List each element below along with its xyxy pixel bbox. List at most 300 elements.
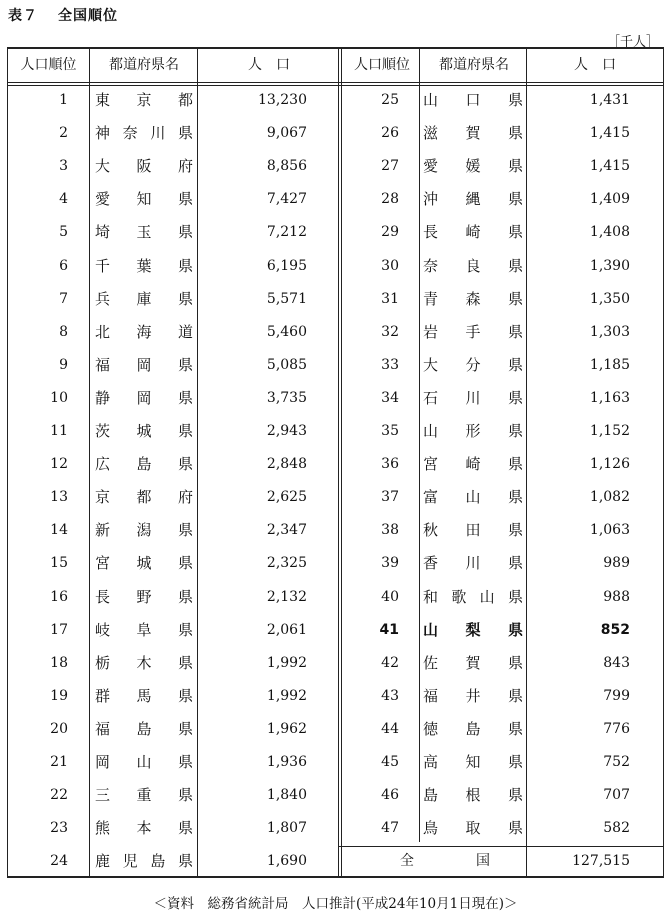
rank-cell: 46 xyxy=(381,787,399,804)
pref-char: 長 xyxy=(95,587,111,606)
table-name: 全国順位 xyxy=(58,8,118,24)
pref-char: 県 xyxy=(507,422,523,440)
prefecture-cell xyxy=(423,779,523,812)
pref-char: 愛 xyxy=(95,190,111,209)
population-cell: 2,625 xyxy=(266,489,307,506)
pref-char: 馬 xyxy=(136,686,152,705)
pref-char: 岡 xyxy=(95,753,111,771)
total-row xyxy=(8,845,663,878)
pref-char: 広 xyxy=(95,455,111,474)
population-cell: 1,185 xyxy=(589,356,630,373)
pref-char: 潟 xyxy=(136,521,152,540)
population-cell: 13,230 xyxy=(258,92,307,108)
pref-char: 梨 xyxy=(465,620,481,639)
rank-cell: 20 xyxy=(50,720,68,737)
prefecture-cell xyxy=(423,514,523,547)
pref-char: 県 xyxy=(507,289,523,308)
pref-char: 知 xyxy=(136,190,152,209)
header-pref-left: 都道府県名 xyxy=(109,57,179,73)
pref-char: 三 xyxy=(95,786,111,805)
pref-char: 島 xyxy=(423,786,439,805)
prefecture-cell xyxy=(423,481,523,514)
pref-char: 県 xyxy=(177,223,193,242)
pref-char: 本 xyxy=(136,819,152,838)
population-cell: 1,936 xyxy=(266,754,307,770)
table-row xyxy=(8,481,663,514)
header-pref-right: 都道府県名 xyxy=(439,57,509,73)
population-cell: 707 xyxy=(603,787,630,804)
rank-cell: 27 xyxy=(381,158,399,175)
pref-char: 県 xyxy=(507,653,523,672)
pref-char: 県 xyxy=(177,819,193,838)
pref-char: 崎 xyxy=(465,455,481,474)
pref-char: 都 xyxy=(136,488,152,507)
population-cell: 1,840 xyxy=(266,787,307,804)
population-cell: 989 xyxy=(603,555,630,572)
rank-cell: 44 xyxy=(381,720,399,737)
pref-char: 山 xyxy=(423,91,439,109)
population-cell: 582 xyxy=(603,820,630,837)
pref-char: 海 xyxy=(136,322,152,341)
table-row xyxy=(8,150,663,183)
header-rank-left: 人口順位 xyxy=(20,57,77,73)
pref-char: 大 xyxy=(423,355,439,374)
unit-label: ［千人］ xyxy=(606,35,659,50)
pref-char: 県 xyxy=(177,355,193,374)
pref-char: 形 xyxy=(465,422,481,440)
prefecture-cell xyxy=(423,216,523,249)
population-cell: 8,856 xyxy=(266,158,307,175)
header-rank-right: 人口順位 xyxy=(354,57,410,73)
rank-cell: 23 xyxy=(50,820,68,837)
rank-cell: 31 xyxy=(381,290,399,307)
population-cell: 2,347 xyxy=(266,522,307,539)
pref-char: 県 xyxy=(507,686,523,705)
population-cell: 1,690 xyxy=(266,853,307,870)
pref-char: 県 xyxy=(507,256,523,275)
pref-char: 県 xyxy=(177,289,193,308)
pref-char: 福 xyxy=(423,686,439,705)
pref-char: 滋 xyxy=(423,124,439,143)
pref-char: 宮 xyxy=(95,554,111,573)
pref-char: 県 xyxy=(507,455,523,474)
rank-cell: 13 xyxy=(50,489,68,506)
population-cell: 988 xyxy=(603,588,630,605)
pref-char: 県 xyxy=(177,852,193,871)
col-divider xyxy=(419,49,420,842)
pref-char: 阪 xyxy=(136,157,152,176)
population-cell: 9,067 xyxy=(266,125,307,142)
pref-char: 島 xyxy=(136,455,152,474)
pref-char: 奈 xyxy=(122,124,138,143)
table-row xyxy=(8,713,663,746)
pref-char: 栃 xyxy=(95,653,111,672)
pref-char: 山 xyxy=(423,422,439,440)
pref-char: 良 xyxy=(465,256,481,275)
pref-char: 山 xyxy=(465,488,481,507)
pref-char: 岐 xyxy=(95,620,111,639)
population-cell: 1,303 xyxy=(589,323,630,340)
rank-cell: 1 xyxy=(59,92,68,108)
pref-char: 川 xyxy=(465,388,481,407)
prefecture-cell xyxy=(423,117,523,150)
population-cell: 1,962 xyxy=(266,720,307,737)
source-note: ＜資料 総務省統計局 人口推計(平成24年10月1日現在)＞ xyxy=(153,896,518,912)
rank-cell: 34 xyxy=(381,389,399,406)
rank-cell: 21 xyxy=(50,754,68,770)
population-cell: 5,460 xyxy=(266,323,307,340)
rank-cell: 37 xyxy=(381,489,399,506)
rank-cell: 35 xyxy=(381,423,399,439)
rank-cell: 32 xyxy=(381,323,399,340)
pref-char: 県 xyxy=(177,521,193,540)
header-pop-right: 人 口 xyxy=(574,57,616,73)
rank-cell: 30 xyxy=(381,257,399,274)
pref-char: 県 xyxy=(507,355,523,374)
pref-char: 県 xyxy=(507,819,523,838)
pref-char: 川 xyxy=(465,554,481,573)
pref-char: 高 xyxy=(423,753,439,771)
pref-char: 県 xyxy=(177,686,193,705)
rank-cell: 33 xyxy=(381,356,399,373)
pref-char: 取 xyxy=(465,819,481,838)
pref-char: 根 xyxy=(465,786,481,805)
rank-cell: 47 xyxy=(381,820,399,837)
rank-cell: 4 xyxy=(59,191,68,208)
pref-char: 玉 xyxy=(136,223,152,242)
rank-cell: 11 xyxy=(50,423,68,439)
population-cell: 2,848 xyxy=(266,456,307,473)
population-cell: 2,943 xyxy=(266,423,307,439)
pref-char: 新 xyxy=(95,521,111,540)
pref-char: 県 xyxy=(507,190,523,209)
pref-char: 県 xyxy=(507,620,523,639)
pref-char: 川 xyxy=(150,124,166,143)
pref-char: 木 xyxy=(136,653,152,672)
pref-char: 県 xyxy=(507,124,523,143)
table-row xyxy=(8,812,663,845)
pref-char: 香 xyxy=(423,554,439,573)
pref-char: 県 xyxy=(507,719,523,738)
rank-cell: 24 xyxy=(50,853,68,870)
prefecture-cell xyxy=(423,713,523,746)
pref-char: 葉 xyxy=(136,256,152,275)
population-cell: 2,132 xyxy=(266,588,307,605)
pref-char: 県 xyxy=(507,388,523,407)
pref-char: 京 xyxy=(136,91,152,109)
pref-char: 県 xyxy=(507,488,523,507)
population-cell: 1,163 xyxy=(589,389,630,406)
pref-char: 奈 xyxy=(423,256,439,275)
table-row xyxy=(8,614,663,647)
pref-char: 静 xyxy=(95,388,111,407)
pref-char: 府 xyxy=(177,157,193,176)
rank-cell: 12 xyxy=(50,456,68,473)
pref-char: 崎 xyxy=(465,223,481,242)
pref-char: 京 xyxy=(95,488,111,507)
pref-char: 佐 xyxy=(423,653,439,672)
pref-char: 手 xyxy=(465,322,481,341)
rank-cell: 38 xyxy=(381,522,399,539)
col-divider xyxy=(526,49,527,876)
rank-cell: 9 xyxy=(59,356,68,373)
pref-char: 県 xyxy=(507,587,523,606)
population-cell: 1,126 xyxy=(589,456,630,473)
total-label xyxy=(400,845,490,878)
table-row xyxy=(8,250,663,283)
pref-char: 鳥 xyxy=(423,819,439,838)
rank-cell: 28 xyxy=(381,191,399,208)
pref-char: 県 xyxy=(177,190,193,209)
pref-char: 神 xyxy=(95,124,111,143)
table-row xyxy=(8,183,663,216)
table-row xyxy=(8,382,663,415)
pref-char: 埼 xyxy=(95,223,111,242)
pref-char: 富 xyxy=(423,488,439,507)
rank-cell: 2 xyxy=(59,125,68,142)
center-divider xyxy=(338,49,342,876)
population-cell: 1,992 xyxy=(266,654,307,671)
prefecture-cell xyxy=(423,812,523,845)
pref-char: 媛 xyxy=(465,157,481,176)
pref-char: 福 xyxy=(95,719,111,738)
population-cell: 3,735 xyxy=(266,389,307,406)
pref-char: 愛 xyxy=(423,157,439,176)
pref-char: 県 xyxy=(177,422,193,440)
table-title xyxy=(8,5,118,25)
pref-char: 沖 xyxy=(423,190,439,209)
pref-char: 県 xyxy=(177,554,193,573)
pref-char: 県 xyxy=(507,786,523,805)
population-cell: 1,152 xyxy=(589,423,630,439)
population-cell: 1,992 xyxy=(266,687,307,704)
prefecture-cell xyxy=(423,547,523,580)
pref-char: 千 xyxy=(95,256,111,275)
header-row xyxy=(8,49,663,82)
prefecture-cell xyxy=(423,680,523,713)
pref-char: 山 xyxy=(479,587,495,606)
population-cell: 843 xyxy=(603,654,630,671)
rank-cell: 25 xyxy=(381,92,399,108)
pref-char: 島 xyxy=(465,719,481,738)
pref-char: 長 xyxy=(423,223,439,242)
population-cell: 5,085 xyxy=(266,356,307,373)
pref-char: 都 xyxy=(177,91,193,109)
pref-char: 県 xyxy=(507,157,523,176)
pref-char: 道 xyxy=(177,322,193,341)
rank-cell: 41 xyxy=(379,621,399,638)
population-cell: 1,390 xyxy=(589,257,630,274)
pref-char: 鹿 xyxy=(95,852,111,871)
pref-char: 県 xyxy=(177,753,193,771)
pref-char: 北 xyxy=(95,322,111,341)
pref-char: 県 xyxy=(177,786,193,805)
population-cell: 1,082 xyxy=(589,489,630,506)
pref-char: 縄 xyxy=(465,190,481,209)
table-row xyxy=(8,448,663,481)
pref-char: 県 xyxy=(507,91,523,109)
pref-char: 島 xyxy=(150,852,166,871)
table-row xyxy=(8,647,663,680)
pref-char: 知 xyxy=(465,753,481,771)
pref-char: 野 xyxy=(136,587,152,606)
pref-char: 山 xyxy=(423,620,439,639)
pref-char: 岡 xyxy=(136,355,152,374)
population-cell: 6,195 xyxy=(266,257,307,274)
population-cell: 1,409 xyxy=(589,191,630,208)
total-population: 127,515 xyxy=(572,853,630,870)
pref-char: 口 xyxy=(465,91,481,109)
pref-char: 熊 xyxy=(95,819,111,838)
table-row xyxy=(8,415,663,448)
pref-char: 茨 xyxy=(95,422,111,440)
pref-char: 秋 xyxy=(423,521,439,540)
pref-char: 青 xyxy=(423,289,439,308)
pref-char: 県 xyxy=(507,322,523,341)
prefecture-cell xyxy=(423,448,523,481)
pref-char: 県 xyxy=(507,554,523,573)
prefecture-cell xyxy=(423,647,523,680)
population-cell: 2,061 xyxy=(266,621,307,638)
population-cell: 1,350 xyxy=(589,290,630,307)
population-cell: 7,212 xyxy=(266,224,307,241)
pref-char: 徳 xyxy=(423,719,439,738)
prefecture-cell xyxy=(423,150,523,183)
pref-char: 阜 xyxy=(136,620,152,639)
pref-char: 福 xyxy=(95,355,111,374)
prefecture-cell xyxy=(423,183,523,216)
pref-char: 県 xyxy=(177,620,193,639)
table-row xyxy=(8,283,663,316)
table-row xyxy=(8,514,663,547)
prefecture-cell xyxy=(423,614,523,647)
table-number: 表７ xyxy=(8,8,38,24)
pref-char: 県 xyxy=(507,521,523,540)
table-row xyxy=(8,117,663,150)
rank-cell: 15 xyxy=(50,555,68,572)
rank-cell: 6 xyxy=(59,257,68,274)
header-pop-left: 人 口 xyxy=(248,57,290,73)
table-row xyxy=(8,216,663,249)
pref-char: 県 xyxy=(177,587,193,606)
population-ranking-table xyxy=(7,47,664,878)
pref-char: 庫 xyxy=(136,289,152,308)
prefecture-cell xyxy=(423,316,523,349)
pref-char: 東 xyxy=(95,91,111,109)
pref-char: 県 xyxy=(177,124,193,143)
table-row xyxy=(8,581,663,614)
rank-cell: 36 xyxy=(381,456,399,473)
table-row xyxy=(8,547,663,580)
pref-char: 県 xyxy=(177,653,193,672)
pref-char: 賀 xyxy=(465,653,481,672)
prefecture-cell xyxy=(423,415,523,448)
pref-char: 県 xyxy=(177,719,193,738)
rank-cell: 39 xyxy=(381,555,399,572)
pref-char: 山 xyxy=(136,753,152,771)
pref-char: 岡 xyxy=(136,388,152,407)
pref-char: 島 xyxy=(136,719,152,738)
rank-cell: 17 xyxy=(50,621,68,638)
pref-char: 兵 xyxy=(95,289,111,308)
prefecture-cell xyxy=(423,283,523,316)
table-row xyxy=(8,349,663,382)
pref-char: 分 xyxy=(465,355,481,374)
prefecture-cell xyxy=(423,84,523,117)
population-cell: 799 xyxy=(603,687,630,704)
rank-cell: 19 xyxy=(50,687,68,704)
prefecture-cell xyxy=(423,250,523,283)
pref-char: 群 xyxy=(95,686,111,705)
pref-char: 県 xyxy=(507,223,523,242)
rank-cell: 40 xyxy=(381,588,399,605)
pref-char: 県 xyxy=(177,256,193,275)
population-cell: 7,427 xyxy=(266,191,307,208)
pref-char: 和 xyxy=(423,587,439,606)
total-label-char: 国 xyxy=(476,853,490,870)
table-row xyxy=(8,316,663,349)
pref-char: 城 xyxy=(136,554,152,573)
col-divider xyxy=(197,49,198,876)
header-divider xyxy=(8,82,663,86)
pref-char: 県 xyxy=(177,388,193,407)
population-cell: 752 xyxy=(603,754,630,770)
pref-char: 森 xyxy=(465,289,481,308)
population-cell: 1,408 xyxy=(589,224,630,241)
rank-cell: 22 xyxy=(50,787,68,804)
prefecture-cell xyxy=(423,746,523,779)
population-cell: 1,807 xyxy=(266,820,307,837)
pref-char: 宮 xyxy=(423,455,439,474)
pref-char: 歌 xyxy=(451,587,467,606)
rank-cell: 7 xyxy=(59,290,68,307)
rank-cell: 45 xyxy=(381,754,399,770)
population-cell: 1,063 xyxy=(589,522,630,539)
population-cell: 2,325 xyxy=(266,555,307,572)
population-cell: 5,571 xyxy=(266,290,307,307)
total-divider xyxy=(339,846,663,847)
prefecture-cell xyxy=(423,349,523,382)
population-cell: 1,431 xyxy=(589,92,630,108)
pref-char: 岩 xyxy=(423,322,439,341)
population-cell: 852 xyxy=(600,621,630,638)
rank-cell: 16 xyxy=(50,588,68,605)
pref-char: 賀 xyxy=(465,124,481,143)
pref-char: 井 xyxy=(465,686,481,705)
rank-cell: 14 xyxy=(50,522,68,539)
pref-char: 石 xyxy=(423,388,439,407)
rank-cell: 18 xyxy=(50,654,68,671)
table-row xyxy=(8,84,663,117)
pref-char: 県 xyxy=(177,455,193,474)
pref-char: 児 xyxy=(122,852,138,871)
rank-cell: 43 xyxy=(381,687,399,704)
table-row xyxy=(8,680,663,713)
pref-char: 大 xyxy=(95,157,111,176)
population-cell: 776 xyxy=(603,720,630,737)
prefecture-cell xyxy=(423,382,523,415)
table-row xyxy=(8,779,663,812)
rank-cell: 3 xyxy=(59,158,68,175)
rank-cell: 8 xyxy=(59,323,68,340)
pref-char: 府 xyxy=(177,488,193,507)
pref-char: 重 xyxy=(136,786,152,805)
rank-cell: 26 xyxy=(381,125,399,142)
pref-char: 城 xyxy=(136,422,152,440)
col-divider xyxy=(89,49,90,876)
rank-cell: 5 xyxy=(59,224,68,241)
total-label-char: 全 xyxy=(400,853,414,870)
